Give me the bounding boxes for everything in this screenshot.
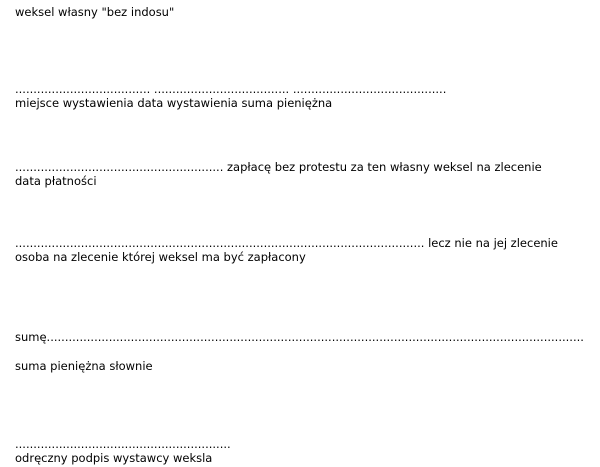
signature-dots: ........................................................... xyxy=(15,437,231,451)
place-date-amount-dots: ..................................... ..................................... .......................................... xyxy=(15,82,447,96)
amount-in-words-label: suma pieniężna słownie xyxy=(15,359,153,373)
signature-label: odręczny podpis wystawcy weksla xyxy=(15,451,213,465)
payment-clause-line: ......................................................... zapłacę bez protestu za ten własny weksel na zlecenie xyxy=(15,160,542,174)
amount-in-words-line: sumę................................................................................................................................................... xyxy=(15,330,584,344)
document-title: weksel własny "bez indosu" xyxy=(15,5,175,19)
place-date-amount-labels: miejsce wystawienia data wystawienia suma pieniężna xyxy=(15,96,333,110)
payment-date-label: data płatności xyxy=(15,174,97,188)
payee-clause-line: ................................................................................................................ lecz nie na jej zlecenie xyxy=(15,236,558,250)
payee-label: osoba na zlecenie której weksel ma być zapłacony xyxy=(15,250,306,264)
